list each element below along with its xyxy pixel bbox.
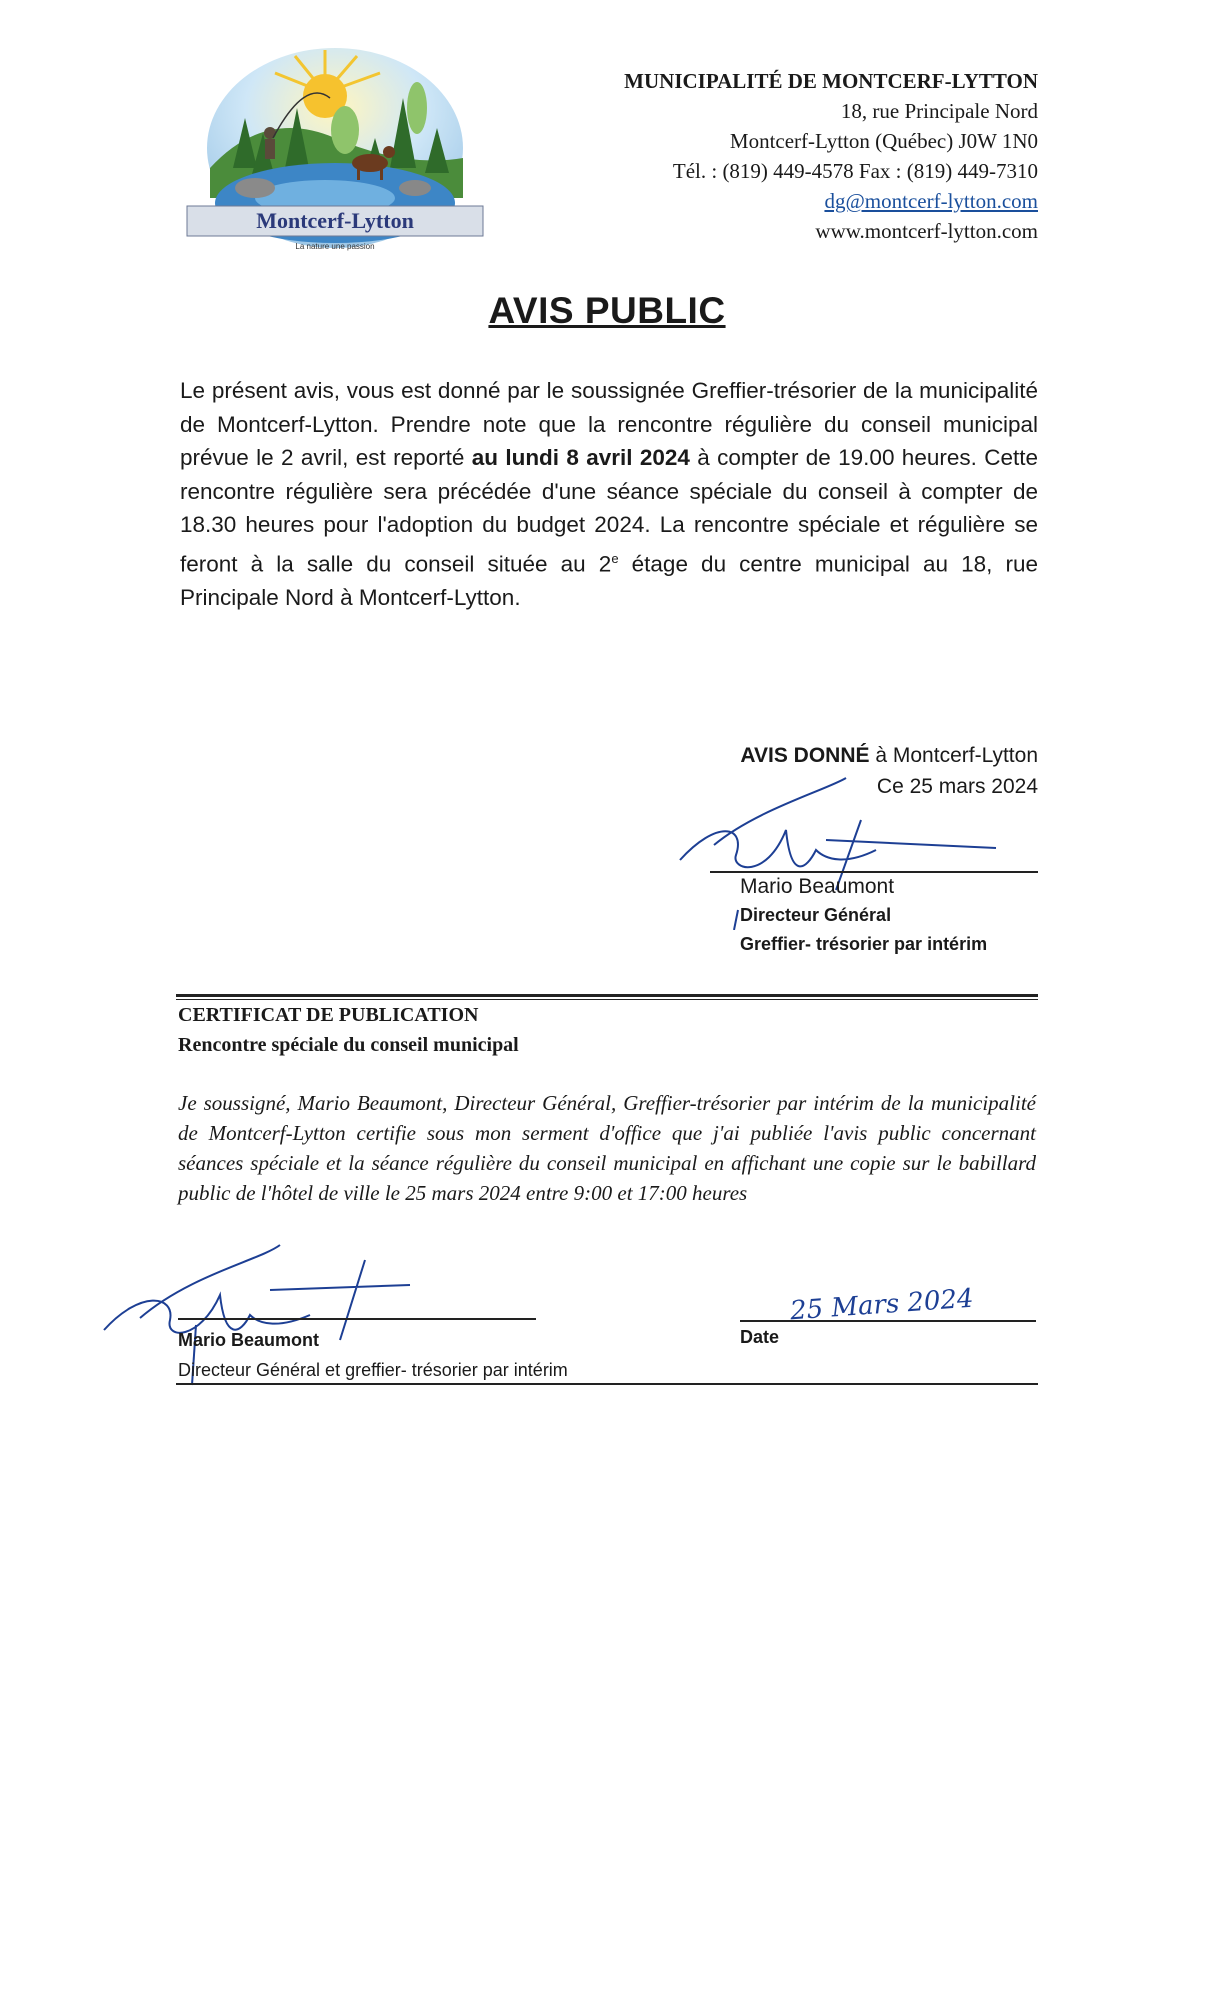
municipality-logo	[185, 38, 485, 263]
notice-superscript: e	[611, 550, 619, 566]
phone-fax-line: Tél. : (819) 449-4578 Fax : (819) 449-7310	[672, 159, 1038, 183]
signer-block	[740, 872, 987, 959]
certificate-signer-block	[178, 1325, 568, 1385]
date-label: Date	[740, 1327, 780, 1347]
certificate-heading-block	[178, 1000, 519, 1060]
logo-tagline: La nature une passion	[295, 242, 375, 251]
certificate-signature-line	[178, 1318, 536, 1320]
given-date: Ce 25 mars 2024	[876, 775, 1038, 798]
logo-name: Montcerf-Lytton	[256, 208, 414, 233]
given-place: à Montcerf-Lytton	[869, 744, 1038, 767]
notice-paragraph	[180, 374, 1038, 614]
certificate-signer-title: Directeur Général et greffier- trésorier par intérim	[178, 1360, 568, 1380]
city-line: Montcerf-Lytton (Québec) J0W 1N0	[729, 129, 1038, 153]
notice-date-highlight: au lundi 8 avril 2024	[471, 445, 690, 470]
email-link[interactable]: dg@montcerf-lytton.com	[824, 189, 1038, 213]
given-label: AVIS DONNÉ	[740, 744, 870, 767]
certificate-text: Je soussigné, Mario Beaumont, Directeur Général, Greffier-trésorier par intérim de la municipalité de Montcerf-Lytton certifie sous mon serment d'office que j'ai publiée l'avis public concernant séances spéciale et la séance régulière du conseil municipal en affichant une copie sur le babillard public de l'hôtel de ville le 25 mars 2024 entre 9:00 et 17:00 heures	[178, 1091, 1036, 1205]
bottom-divider	[176, 1383, 1038, 1385]
notice-part-2: à compter de 19.00 heures. Cette rencontre régulière sera précédée d'une séance spéciale du conseil à compter de 18.30 heures pour l'adoption du budget 2024. La rencontre spéciale et régulière se feront à la salle du conseil située au 2	[180, 445, 1038, 576]
certificate-subheading: Rencontre spéciale du conseil municipal	[178, 1034, 519, 1056]
municipality-header	[624, 66, 1038, 246]
page-title: AVIS PUBLIC	[488, 290, 726, 331]
handwritten-date: 25 Mars 2024	[789, 1283, 975, 1327]
signer-name: Mario Beaumont	[740, 875, 895, 898]
signer-role-2: Greffier- trésorier par intérim	[740, 934, 988, 954]
notice-part-3: étage du centre municipal au 18, rue Principale Nord à Montcerf-Lytton.	[180, 551, 1038, 610]
certificate-heading: CERTIFICAT DE PUBLICATION	[178, 1004, 479, 1026]
date-line	[740, 1320, 1036, 1322]
website-line: www.montcerf-lytton.com	[815, 219, 1038, 243]
certificate-signer-name: Mario Beaumont	[178, 1330, 320, 1350]
notice-part-1: Le présent avis, vous est donné par le soussignée Greffier-trésorier de la municipalité de Montcerf-Lytton. Prendre note que la rencontre régulière du conseil municipal prévue le 2 avril, est reporté	[180, 378, 1038, 470]
organization-name: MUNICIPALITÉ DE MONTCERF-LYTTON	[624, 69, 1038, 93]
address-line: 18, rue Principale Nord	[840, 99, 1038, 123]
signer-role-1: Directeur Général	[740, 905, 892, 925]
